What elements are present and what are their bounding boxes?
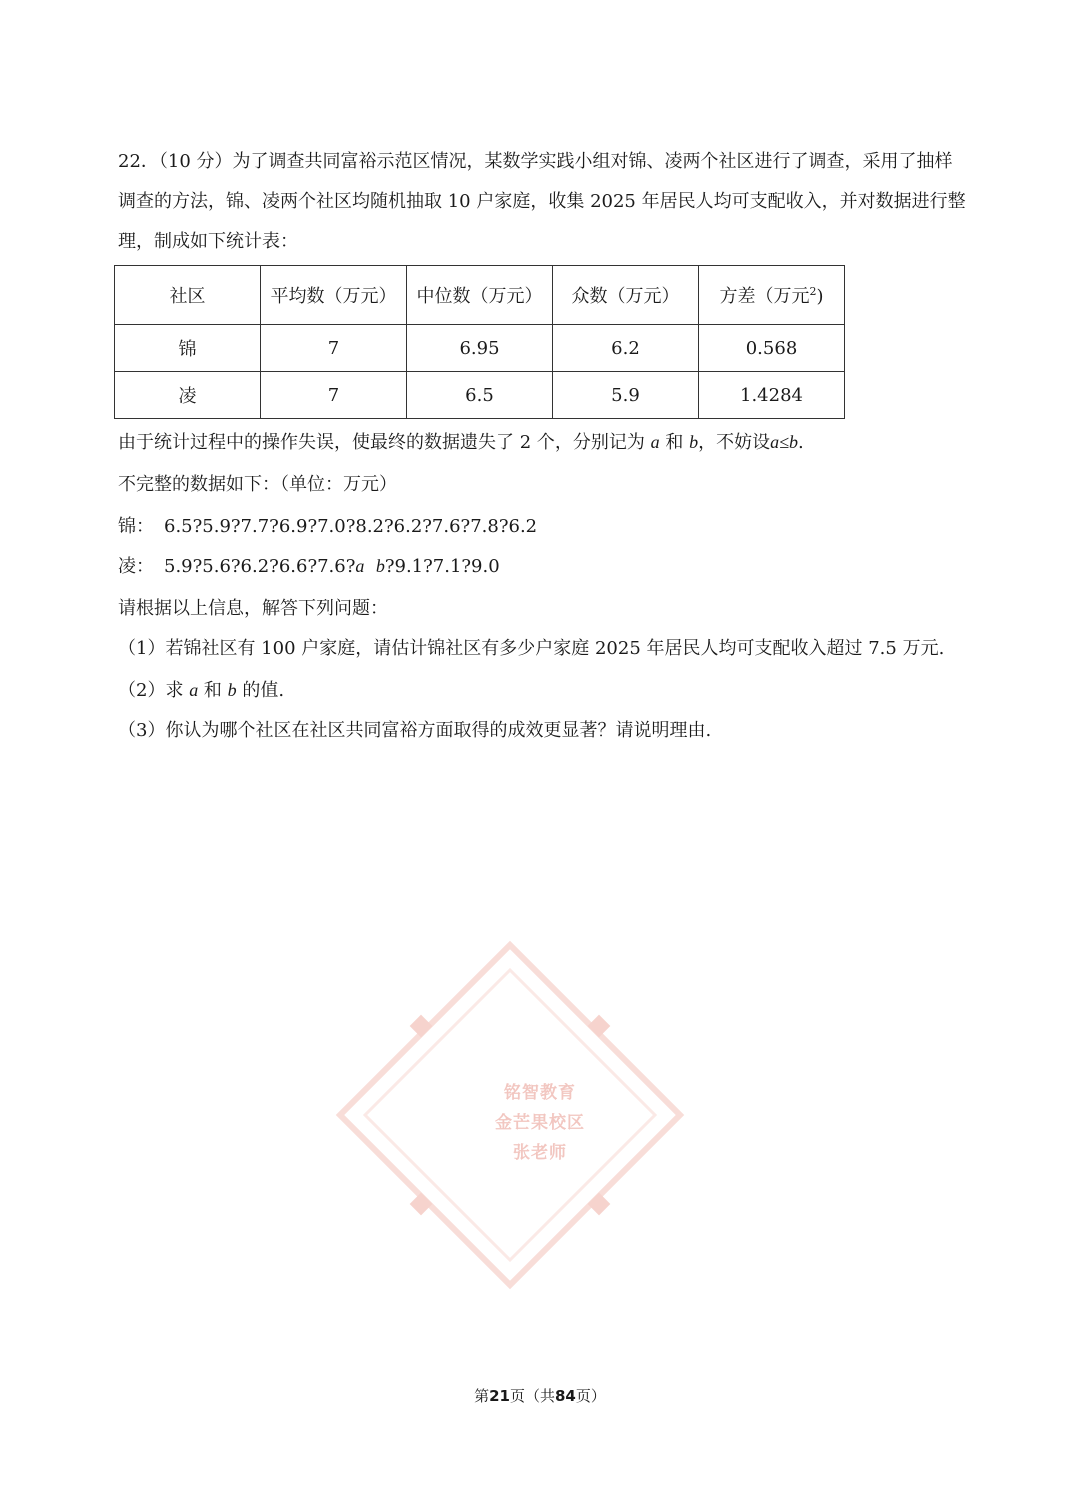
q2-text: （2）求 [118,680,184,701]
q2-variable-b: b [227,680,237,700]
q2-end: 的值. [242,680,285,701]
header-mean: 平均数（万元） [261,266,407,325]
header-median: 中位数（万元） [407,266,553,325]
loss-text: 由于统计过程中的操作失误，使最终的数据遗失了 2 个，分别记为 [118,432,645,453]
q2-variable-a: a [189,680,199,700]
header-variance-close: ) [816,286,824,307]
ling-label: 凌： [118,556,154,577]
ling-variable-a: a [355,556,365,576]
table-row [115,325,845,372]
period: . [798,432,804,453]
table-cell: 0.568 [699,325,845,372]
question-intro: 22．（10 分）为了调查共同富裕示范区情况，某数学实践小组对锦、凌两个社区进行了调查，采用了抽样调查的方法，锦、凌两个社区均随机抽取 10 户家庭，收集 2025 年居民人均可支配收入，并对数据进行整理，制成如下统计表： [118,151,966,252]
watermark-line-3: 张老师 [513,1143,567,1163]
jin-label: 锦： [118,516,154,537]
table-header-row [115,266,845,325]
table-cell: 6.95 [407,325,553,372]
variable-a: a [650,432,660,452]
watermark-line-2: 金芒果校区 [495,1113,585,1133]
page-number: 21 [489,1387,510,1405]
table-cell: 1.4284 [699,372,845,419]
question-2 [118,676,284,702]
table-cell: 5.9 [553,372,699,419]
statistics-table [114,265,845,419]
data-loss-statement [118,428,804,454]
ling-data-part1: 5.9?5.6?6.2?6.6?7.6? [164,556,356,577]
header-mode: 众数（万元） [553,266,699,325]
table-row [115,372,845,419]
table-cell: 7 [261,325,407,372]
q2-and: 和 [203,680,222,701]
prompt-text: 请根据以上信息，解答下列问题： [118,598,388,619]
variable-b: b [689,432,699,452]
footer-mid: 页（共 [509,1387,555,1405]
condition: a≤b [770,432,798,452]
footer-pre: 第 [474,1387,490,1405]
watermark-line-1: 铭智教育 [504,1083,576,1103]
ling-data-part2: ?9.1?7.1?9.0 [384,556,500,577]
header-community: 社区 [115,266,261,325]
and-text: 和 [665,432,684,453]
table-cell: 7 [261,372,407,419]
page-footer [0,1385,1080,1406]
footer-post: 页） [575,1387,606,1405]
table-cell: 6.5 [407,372,553,419]
ling-data-line [118,552,500,578]
ling-variable-b: b [375,556,385,576]
incomplete-data-heading: 不完整的数据如下：（单位：万元） [118,474,397,495]
header-variance-exp: 2 [809,285,817,298]
table-cell: 锦 [115,325,261,372]
header-variance-label: 方差（万元 [719,286,810,307]
question-3: （3）你认为哪个社区在社区共同富裕方面取得的成效更显著？请说明理由. [118,720,712,741]
total-pages: 84 [555,1387,576,1405]
table-cell: 凌 [115,372,261,419]
question-1: （1）若锦社区有 100 户家庭，请估计锦社区有多少户家庭 2025 年居民人均可支配收入超过 7.5 万元. [118,638,945,659]
assume-text: ，不妨设 [698,432,771,453]
table-cell: 6.2 [553,325,699,372]
jin-data-line [118,512,537,538]
jin-data: 6.5?5.9?7.7?6.9?7.0?8.2?6.2?7.6?7.8?6.2 [164,516,538,537]
header-variance [699,266,845,325]
